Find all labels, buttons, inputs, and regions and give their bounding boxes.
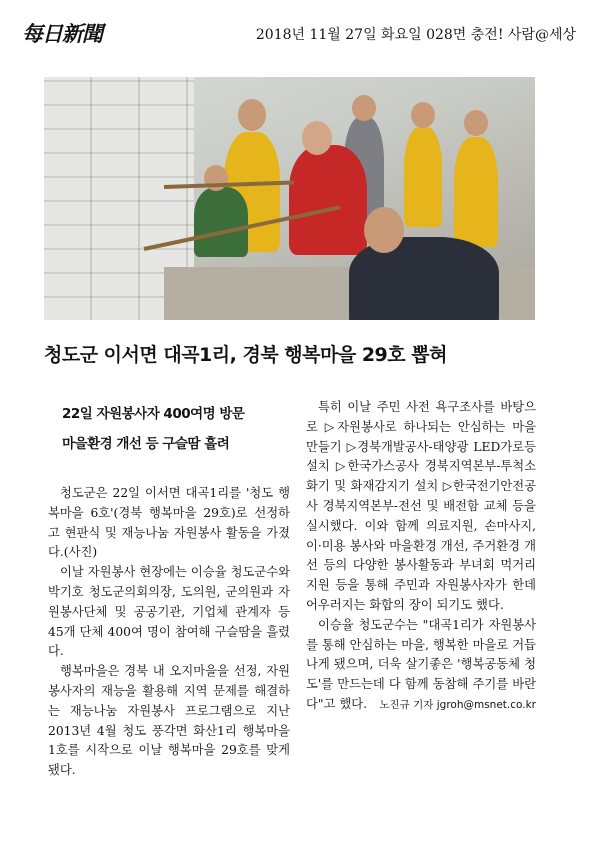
volunteer-figure: [454, 137, 498, 247]
volunteer-head: [464, 110, 488, 136]
article-body-left: [48, 484, 290, 781]
newspaper-logo: 每日新聞: [22, 22, 102, 46]
news-photo: [44, 77, 535, 320]
subheading-2: 마을환경 개선 등 구슬땀 흘려: [62, 436, 230, 452]
volunteer-head: [364, 207, 404, 253]
volunteer-figure: [194, 187, 248, 257]
volunteer-head: [352, 95, 376, 121]
volunteer-figure: [349, 237, 499, 320]
article-body-right: [306, 398, 536, 716]
volunteer-head: [302, 121, 332, 155]
paragraph: 이승율 청도군수는 "대곡1리가 자원봉사를 통해 안심하는 마을, 행복한 마을로 거듭나게 됐으며, 더욱 살기좋은 '행복공동체 청도'를 만드는데 다 함께 동참해 주기를 바란다"고 했다.: [306, 617, 536, 711]
volunteer-head: [238, 99, 266, 131]
paragraph: 행복마을은 경북 내 오지마을을 선정, 자원봉사자의 재능을 활용해 지역 문제를 해결하는 재능나눔 자원봉사 프로그램으로 지난 2013년 4월 청도 풍각면 화산1리 행복마을 1호를 시작으로 이날 행복마을 29호를 맞게 됐다.: [48, 664, 290, 778]
paragraph: 특히 이날 주민 사전 욕구조사를 바탕으로 ▷자원봉사로 하나되는 안심하는 마을 만들기 ▷경북개발공사-태양광 LED가로등 설치 ▷한국가스공사 경북지역본부-투척소화기 및 화재감지기 설치 ▷한국전기안전공사 경북지역본부-전선 및 배전함 교체 등을 실시했다. 이와 함께 의료지원, 손마사지, 이·미용 봉사와 마을환경 개선, 주거환경 개선 등의 다양한 봉사활동과 부녀회 먹거리 지원 등을 통해 주민과 자원봉사자가 한데 어우러지는 화합의 장이 되기도 했다.: [306, 400, 536, 612]
paragraph: 이날 자원봉사 현장에는 이승율 청도군수와 박기호 청도군의회의장, 도의원, 군의원과 자원봉사단체 및 공공기관, 기업체 관계자 등 45개 단체 400여 명이 참여해 구슬땀을 흘렸다.: [48, 565, 290, 659]
dateline: 2018년 11월 27일 화요일 028면 충전! 사람@세상: [255, 27, 576, 43]
byline: 노진규 기자 jgroh@msnet.co.kr: [379, 698, 536, 711]
volunteer-figure: [404, 127, 442, 227]
masthead: [22, 14, 576, 48]
article-headline: 청도군 이서면 대곡1리, 경북 행복마을 29호 뽑혀: [44, 344, 447, 366]
paragraph: 청도군은 22일 이서면 대곡1리를 '청도 행복마을 6호'(경북 행복마을 29호)로 선정하고 현판식 및 재능나눔 자원봉사 활동을 가졌다.(사진): [48, 486, 290, 560]
volunteer-head: [411, 102, 435, 128]
volunteer-figure: [289, 145, 367, 255]
subheading-1: 22일 자원봉사자 400여명 방문: [62, 406, 245, 422]
